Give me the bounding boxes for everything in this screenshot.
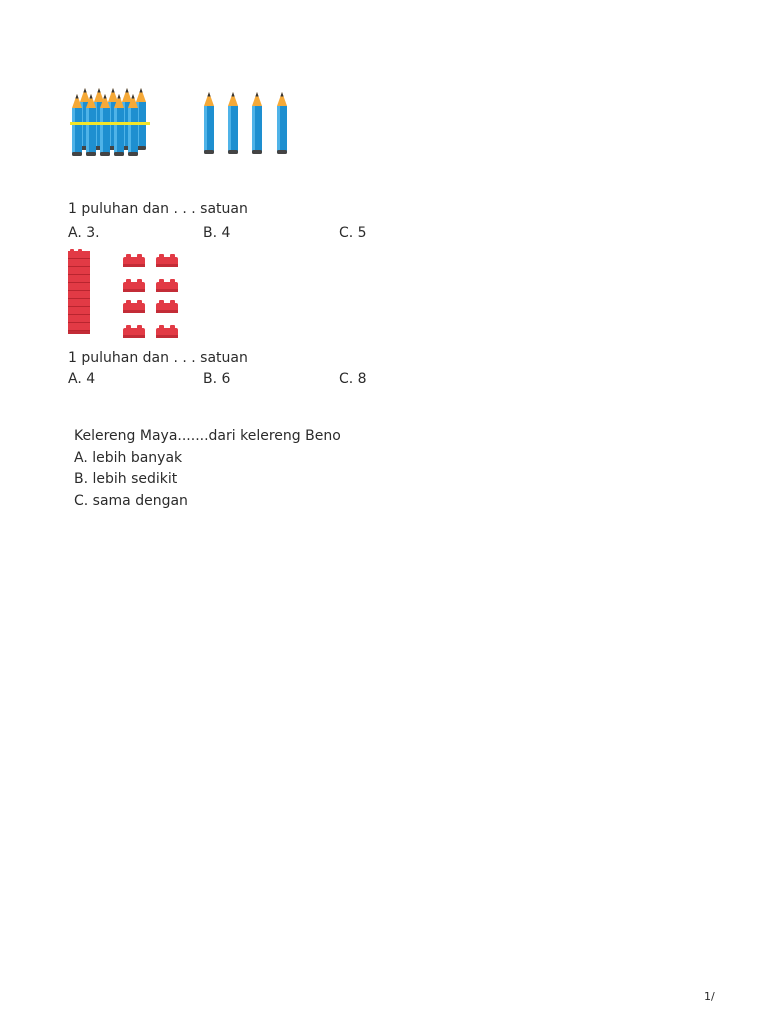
question-3-option-b: B. lebih sedikit: [74, 471, 178, 487]
block-icon: [156, 325, 178, 338]
question-3-option-c: C. sama dengan: [74, 493, 188, 509]
question-2-option-a: A. 4: [68, 371, 96, 387]
block-icon: [123, 279, 145, 292]
pencil-icon: [252, 92, 262, 154]
question-1-option-a: A. 3.: [68, 225, 100, 241]
question-3-option-a: A. lebih banyak: [74, 450, 183, 466]
question-3-prompt: Kelereng Maya.......dari kelereng Beno: [74, 428, 341, 444]
question-2-option-c: C. 8: [339, 371, 367, 387]
block-icon: [156, 279, 178, 292]
page-number: 1/: [704, 990, 715, 1003]
question-1-option-c: C. 5: [339, 225, 367, 241]
pencils-illustration: [64, 82, 304, 158]
block-icon: [156, 300, 178, 313]
pencil-bundle-icon: [70, 88, 150, 156]
question-2-prompt: 1 puluhan dan . . . satuan: [68, 350, 248, 366]
block-icon: [156, 254, 178, 267]
blocks-illustration: [64, 248, 194, 342]
question-1-option-b: B. 4: [203, 225, 231, 241]
pencil-icon: [277, 92, 287, 154]
block-icon: [123, 254, 145, 267]
question-1-prompt: 1 puluhan dan . . . satuan: [68, 201, 248, 217]
block-tower-icon: [68, 249, 90, 334]
question-2-option-b: B. 6: [203, 371, 231, 387]
pencil-icon: [204, 92, 214, 154]
pencil-icon: [228, 92, 238, 154]
block-icon: [123, 300, 145, 313]
block-icon: [123, 325, 145, 338]
